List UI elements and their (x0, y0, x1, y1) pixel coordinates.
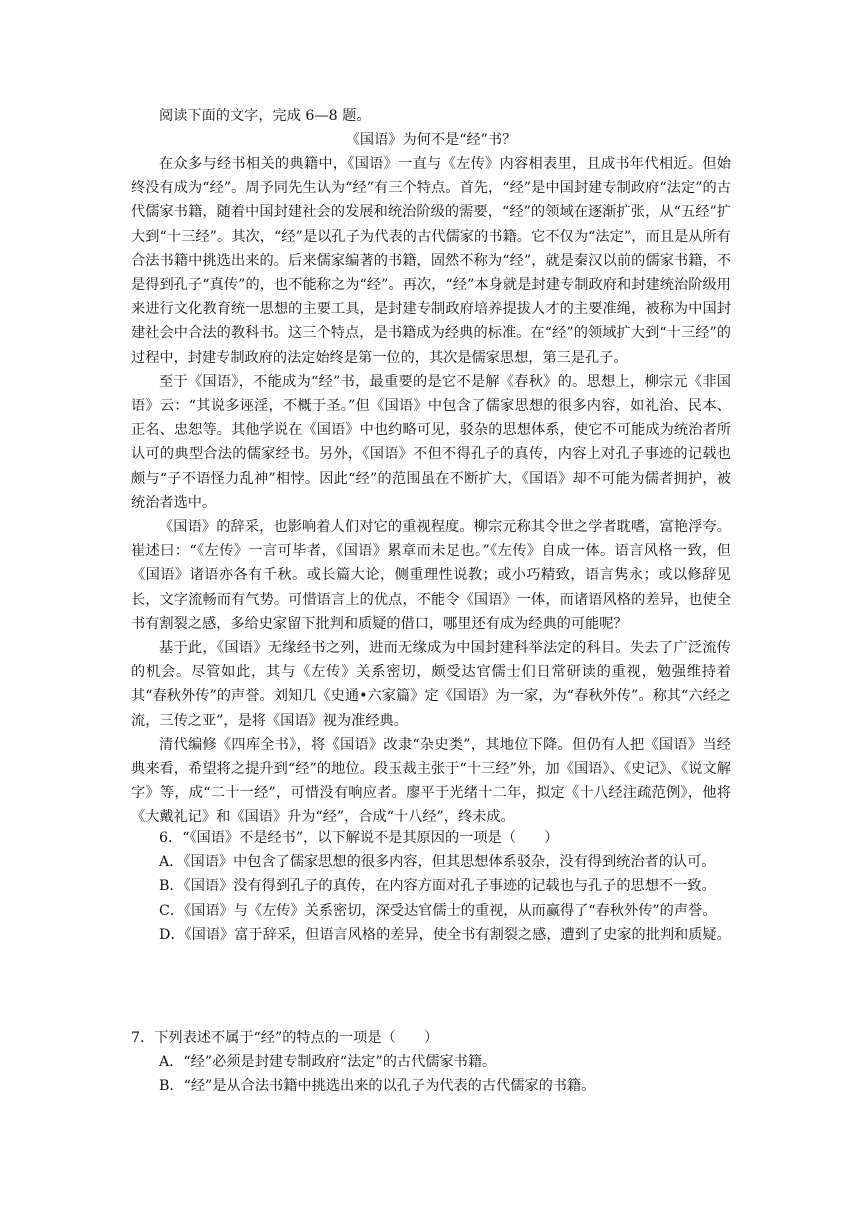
passage-paragraph: 《国语》的辞采，也影响着人们对它的重视程度。柳宗元称其令世之学者耽嗜，富艳浮夸。崔述曰：“《左传》一言可毕者，《国语》累章而未足也。”《左传》自成一体。语言风格一致，但《国语》诸语亦各有千秋。或长篇大论，侧重理性说教；或小巧精致，语言隽永；或以修辞见长，文字流畅而有气势。可惜语言上的优点，不能令《国语》一体，而诸语风格的差异，也使全书有割裂之感，多给史家留下批判和质疑的借口，哪里还有成为经典的可能呢？ (131, 519, 731, 632)
passage-paragraph: 清代编修《四库全书》，将《国语》改隶“杂史类”，其地位下降。但仍有人把《国语》当经典来看，希望将之提升到“经”的地位。段玉裁主张于“十三经”外，加《国语》、《史记》、《说文解字》等，成“二十一经”，可惜没有响应者。廖平于光绪十二年，拟定《十八经注疏范例》，他将《大戴礼记》和《国语》升为“经”，合成“十八经”，终未成。 (131, 736, 731, 826)
question-6-option-a: A．《国语》中包含了儒家思想的很多内容，但其思想体系驳杂，没有得到统治者的认可。 (159, 854, 716, 871)
question-6-option-c: C．《国语》与《左传》关系密切，深受达官儒士的重视，从而赢得了“春秋外传”的声誉。 (159, 902, 717, 919)
question-6-stem: 6．“《国语》不是经书”，以下解说不是其原因的一项是（ ） (159, 830, 559, 846)
reading-instruction: 阅读下面的文字，完成 6—8 题。 (159, 108, 371, 124)
question-7-option-b: B．“经”是从合法书籍中挑选出来的以孔子为代表的古代儒家的书籍。 (159, 1078, 596, 1095)
question-7-option-a: A．“经”必须是封建专制政府“法定”的古代儒家书籍。 (159, 1054, 497, 1071)
passage-title: 《国语》为何不是“经”书？ (345, 132, 517, 148)
question-6-option-b: B．《国语》没有得到孔子的真传，在内容方面对孔子事迹的记载也与孔子的思想不一致。 (159, 878, 716, 895)
question-7 (131, 1026, 731, 1099)
question-6 (131, 826, 731, 947)
passage-body (131, 152, 731, 830)
question-7-stem: 7．下列表述不属于“经”的特点的一项是（ ） (131, 1030, 439, 1046)
passage-paragraph: 在众多与经书相关的典籍中，《国语》一直与《左传》内容相表里，且成书年代相近。但始终没有成为“经”。周予同先生认为“经”有三个特点。首先，“经”是中国封建专制政府“法定”的古代儒家书籍，随着中国封建社会的发展和统治阶级的需要，“经”的领域在逐渐扩张，从“五经”扩大到“十三经”。其次，“经”是以孔子为代表的古代儒家的书籍。它不仅为“法定”，而且是从所有合法书籍中挑选出来的。后来儒家编著的书籍，固然不称为“经”，就是秦汉以前的儒家书籍，不是得到孔子“真传”的，也不能称之为“经”。再次，“经”本身就是封建专制政府和封建统治阶级用来进行文化教育统一思想的主要工具，是封建专制政府培养提拔人才的主要准绳，被称为中国封建社会中合法的教科书。这三个特点，是书籍成为经典的标准。在“经”的领域扩大到“十三经”的过程中，封建专制政府的法定始终是第一位的，其次是儒家思想，第三是孔子。 (131, 156, 731, 366)
question-6-option-d: D．《国语》富于辞采，但语言风格的差异，使全书有割裂之感，遭到了史家的批判和质疑。 (159, 926, 731, 943)
passage-paragraph: 至于《国语》，不能成为“经”书，最重要的是它不是解《春秋》的。思想上，柳宗元《非国语》云：“其说多诬淫，不概于圣。”但《国语》中包含了儒家思想的很多内容，如礼治、民本、正名、忠恕等。其他学说在《国语》中也约略可见，驳杂的思想体系，使它不可能成为统治者所认可的典型合法的儒家经书。另外，《国语》不但不得孔子的真传，内容上对孔子事迹的记载也颇与“子不语怪力乱神”相悖。因此“经”的范围虽在不断扩大，《国语》却不可能为儒者拥护，被统治者选中。 (131, 373, 731, 511)
passage-paragraph: 基于此，《国语》无缘经书之列，进而无缘成为中国封建科举法定的科目。失去了广泛流传的机会。尽管如此，其与《左传》关系密切，颇受达官儒士们日常研读的重视，勉强维持着其“春秋外传”的声誉。刘知几《史通•六家篇》定《国语》为一家，为“春秋外传”。称其“六经之流，三传之亚”，是将《国语》视为准经典。 (131, 640, 731, 729)
